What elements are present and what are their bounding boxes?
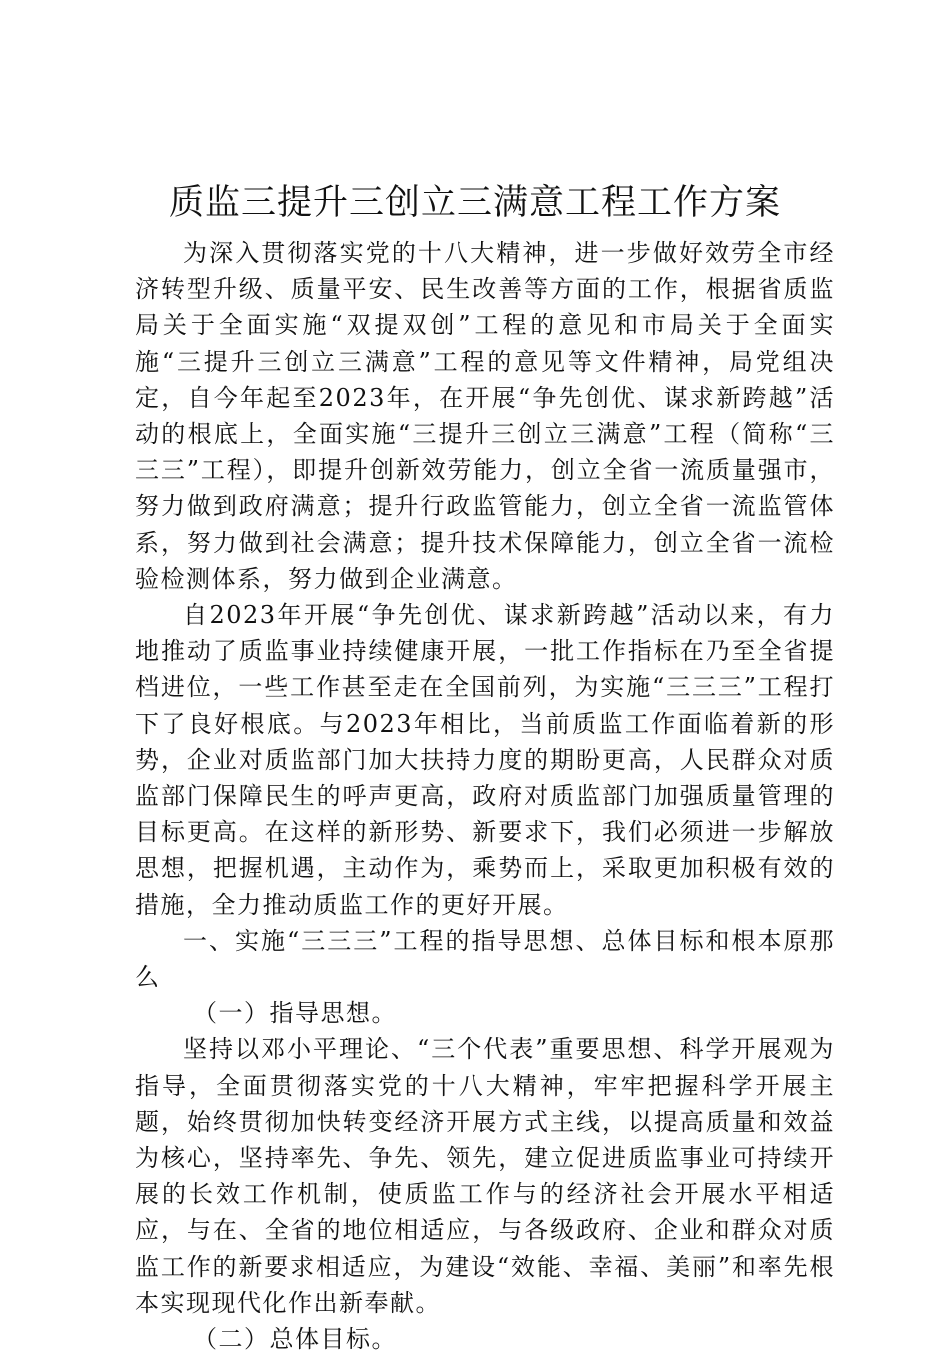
paragraph-guiding-ideology: 坚持以邓小平理论、“三个代表”重要思想、科学开展观为指导，全面贯彻落实党的十八大精神，牢牢把握科学开展主题，始终贯彻加快转变经济开展方式主线，以提高质量和效益为核心，坚持率先、争先、领先，建立促进质监事业可持续开展的长效工作机制，使质监工作与的经济社会开展水平相适应，与在、全省的地位相适应，与各级政府、企业和群众对质监工作的新要求相适应，为建设“效能、幸福、美丽”和率先根本实现现代化作出新奉献。 (135, 1035, 835, 1317)
document-title: 质监三提升三创立三满意工程工作方案 (168, 183, 781, 223)
section-heading-1: 一、实施“三三三”工程的指导思想、总体目标和根本原那么 (135, 926, 835, 992)
paragraph-background: 自2023年开展“争先创优、谋求新跨越”活动以来，有力地推动了质监事业持续健康开展，一批工作指标在乃至全省提档进位，一些工作甚至走在全国前列，为实施“三三三”工程打下了良好根底。与2023年相比，当前质监工作面临着新的形势，企业对质监部门加大扶持力度的期盼更高，人民群众对质监部门保障民生的呼声更高，政府对质监部门加强质量管理的目标更高。在这样的新形势、新要求下，我们必须进一步解放思想，把握机遇，主动作为，乘势而上，采取更加积极有效的措施，全力推动质监工作的更好开展。 (135, 601, 835, 919)
subsection-heading-overall-goal: （二）总体目标。 (193, 1325, 397, 1354)
document-body (135, 235, 835, 1357)
subsection-heading-guiding-ideology: （一）指导思想。 (193, 999, 397, 1028)
paragraph-intro: 为深入贯彻落实党的十八大精神，进一步做好效劳全市经济转型升级、质量平安、民生改善等方面的工作，根据省质监局关于全面实施“双提双创”工程的意见和市局关于全面实施“三提升三创立三满意”工程的意见等文件精神，局党组决定，自今年起至2023年，在开展“争先创优、谋求新跨越”活动的根底上，全面实施“三提升三创立三满意”工程（简称“三三三”工程），即提升创新效劳能力，创立全省一流质量强市，努力做到政府满意；提升行政监管能力，创立全省一流监管体系，努力做到社会满意；提升技术保障能力，创立全省一流检验检测体系，努力做到企业满意。 (135, 239, 835, 593)
